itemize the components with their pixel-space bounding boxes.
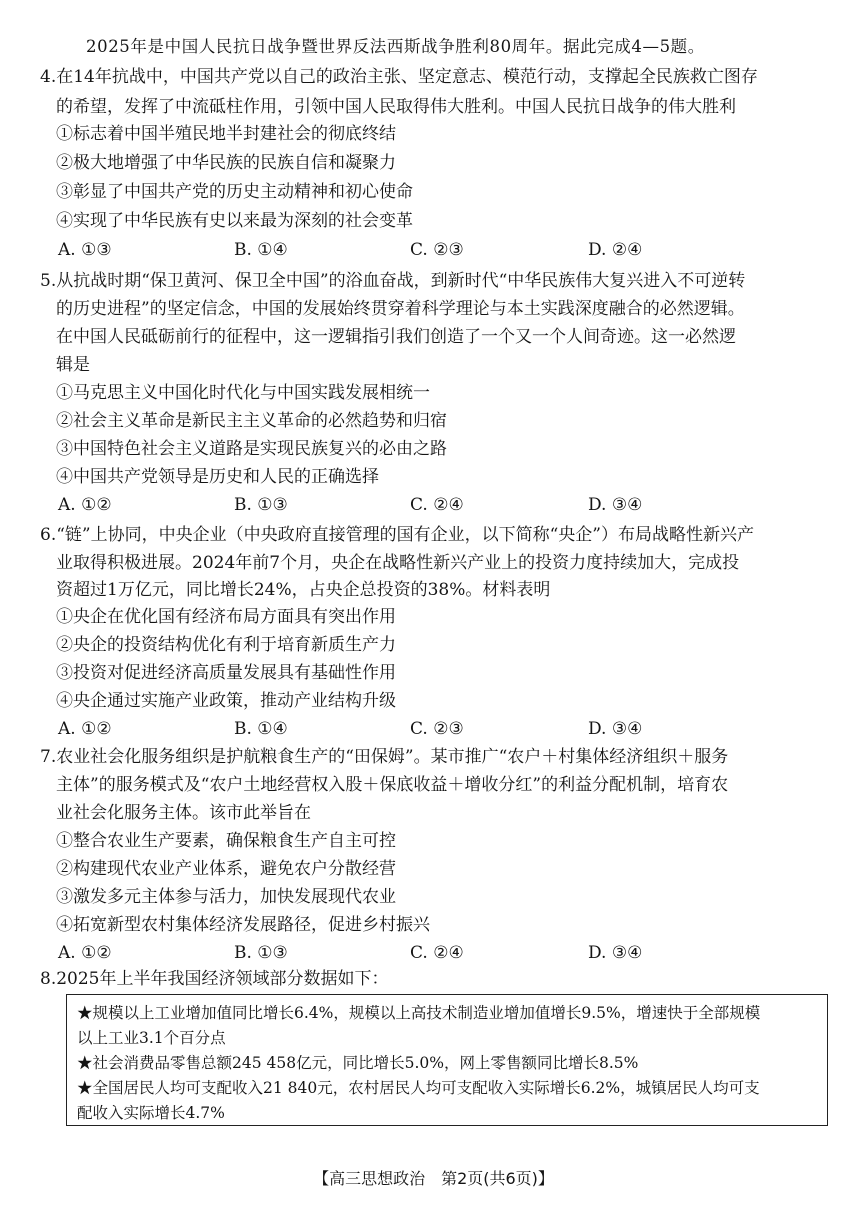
choice-d[interactable]: D. ③④ [588, 943, 643, 963]
page-footer: 【高三思想政治 第2页(共6页)】 [313, 1169, 554, 1188]
choice-b[interactable]: B. ①④ [234, 240, 288, 260]
choice-a[interactable]: A. ①② [58, 943, 112, 963]
question-stem-line: 业社会化服务主体。该市此举旨在 [56, 803, 311, 823]
choice-c[interactable]: C. ②④ [410, 495, 464, 515]
choice-c[interactable]: C. ②③ [410, 240, 464, 260]
option-item: ②社会主义革命是新民主主义革命的必然趋势和归宿 [56, 411, 447, 431]
option-item: ③彰显了中国共产党的历史主动精神和初心使命 [56, 182, 413, 202]
question-stem-line: 7.农业社会化服务组织是护航粮食生产的“田保姆”。某市推广“农户＋村集体经济组织＋服务 [40, 747, 729, 767]
choice-d[interactable]: D. ③④ [588, 719, 643, 739]
answer-choices [58, 494, 648, 518]
question-number: 4. [40, 67, 57, 87]
choice-c[interactable]: C. ②④ [410, 943, 464, 963]
option-item: ④拓宽新型农村集体经济发展路径，促进乡村振兴 [56, 915, 430, 935]
question-stem-line: 的希望，发挥了中流砥柱作用，引领中国人民取得伟大胜利。中国人民抗日战争的伟大胜利 [56, 97, 736, 117]
option-item: ②央企的投资结构优化有利于培育新质生产力 [56, 635, 396, 655]
question-number: 6. [40, 525, 57, 545]
answer-choices [58, 942, 648, 966]
choice-a[interactable]: A. ①② [58, 495, 112, 515]
data-box-line: ★全国居民人均可支配收入21 840元，农村居民人均可支配收入实际增长6.2%，城镇居民人均可支 [77, 1079, 760, 1097]
choice-b[interactable]: B. ①③ [234, 495, 288, 515]
option-item: ③投资对促进经济高质量发展具有基础性作用 [56, 663, 396, 683]
option-item: ③激发多元主体参与活力，加快发展现代农业 [56, 887, 396, 907]
question-number: 5. [40, 271, 57, 291]
intro-text: 2025年是中国人民抗日战争暨世界反法西斯战争胜利80周年。据此完成4—5题。 [86, 37, 705, 56]
question-stem-line: 4.在14年抗战中，中国共产党以自己的政治主张、坚定意志、模范行动，支撑起全民族救亡图存 [40, 67, 758, 87]
question-stem-line: 在中国人民砥砺前行的征程中，这一逻辑指引我们创造了一个又一个人间奇迹。这一必然逻 [56, 327, 736, 347]
choice-b[interactable]: B. ①④ [234, 719, 288, 739]
choice-d[interactable]: D. ②④ [588, 240, 643, 260]
question-stem-line: 的历史进程”的坚定信念，中国的发展始终贯穿着科学理论与本土实践深度融合的必然逻辑。 [56, 299, 745, 319]
choice-b[interactable]: B. ①③ [234, 943, 288, 963]
question-stem-line: 辑是 [56, 355, 90, 375]
option-item: ①标志着中国半殖民地半封建社会的彻底终结 [56, 124, 396, 144]
question-number: 7. [40, 747, 57, 767]
choice-c[interactable]: C. ②③ [410, 719, 464, 739]
question-stem-line: 业取得积极进展。2024年前7个月，央企在战略性新兴产业上的投资力度持续加大，完成投 [56, 553, 740, 573]
data-box-line: 以上工业3.1个百分点 [77, 1029, 226, 1047]
data-box-line: ★规模以上工业增加值同比增长6.4%，规模以上高技术制造业增加值增长9.5%，增速快于全部规模 [77, 1004, 761, 1022]
data-box-line: 配收入实际增长4.7% [77, 1104, 225, 1122]
option-item: ②极大地增强了中华民族的民族自信和凝聚力 [56, 153, 396, 173]
option-item: ④中国共产党领导是历史和人民的正确选择 [56, 467, 379, 487]
option-item: ④央企通过实施产业政策，推动产业结构升级 [56, 691, 396, 711]
option-item: ①整合农业生产要素，确保粮食生产自主可控 [56, 831, 396, 851]
question-number: 8. [40, 969, 57, 989]
question-stem-line: 8.2025年上半年我国经济领域部分数据如下： [40, 969, 389, 989]
economic-data-box [66, 994, 828, 1126]
data-box-line: ★社会消费品零售总额245 458亿元，同比增长5.0%，网上零售额同比增长8.5% [77, 1054, 639, 1072]
answer-choices [58, 718, 648, 742]
question-stem-line: 资超过1万亿元，同比增长24%，占央企总投资的38%。材料表明 [56, 580, 551, 600]
option-item: ①央企在优化国有经济布局方面具有突出作用 [56, 607, 396, 627]
question-stem-line: 6.“链”上协同，中央企业（中央政府直接管理的国有企业，以下简称“央企”）布局战略性新兴产 [40, 525, 754, 545]
option-item: ②构建现代农业产业体系，避免农户分散经营 [56, 859, 396, 879]
choice-a[interactable]: A. ①③ [58, 240, 112, 260]
option-item: ①马克思主义中国化时代化与中国实践发展相统一 [56, 383, 430, 403]
option-item: ④实现了中华民族有史以来最为深刻的社会变革 [56, 211, 413, 231]
choice-d[interactable]: D. ③④ [588, 495, 643, 515]
option-item: ③中国特色社会主义道路是实现民族复兴的必由之路 [56, 439, 447, 459]
answer-choices [58, 239, 648, 263]
choice-a[interactable]: A. ①② [58, 719, 112, 739]
question-stem-line: 主体”的服务模式及“农户土地经营权入股＋保底收益＋增收分红”的利益分配机制，培育农 [56, 775, 729, 795]
question-stem-line: 5.从抗战时期“保卫黄河、保卫全中国”的浴血奋战，到新时代“中华民族伟大复兴进入不可逆转 [40, 271, 746, 291]
